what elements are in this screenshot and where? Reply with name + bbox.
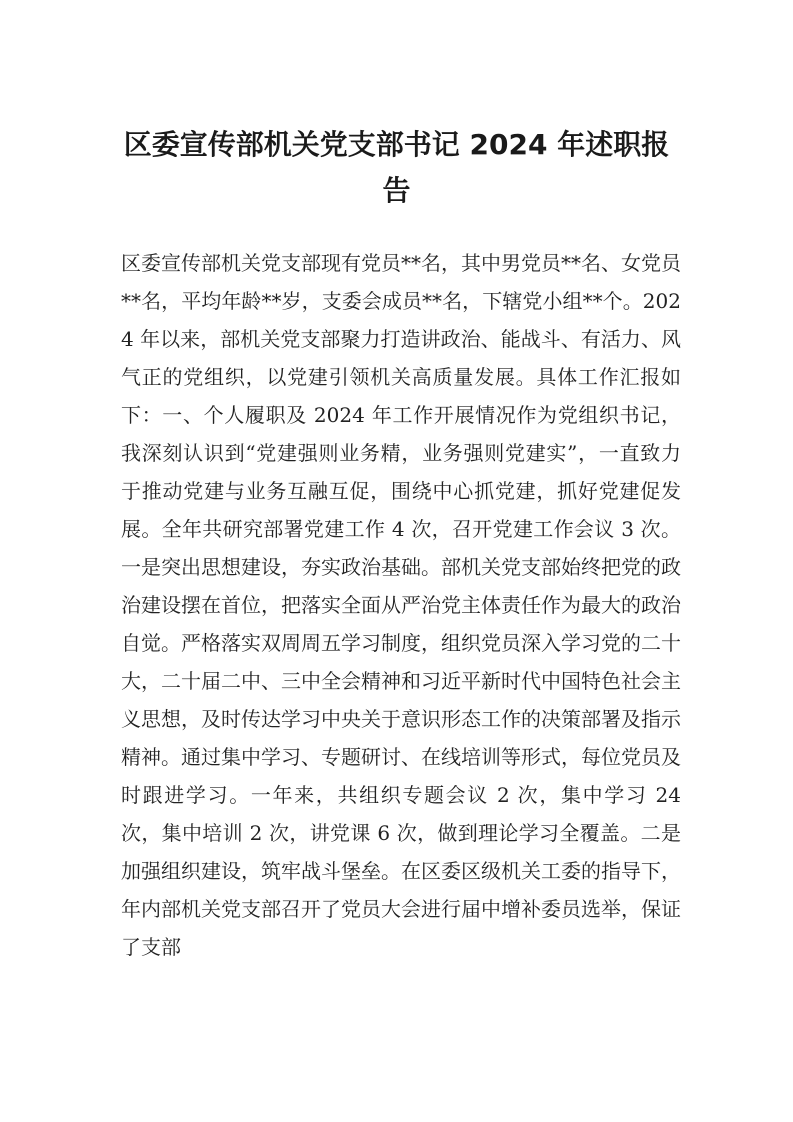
document-body-paragraph: 区委宣传部机关党支部现有党员**名，其中男党员**名、女党员**名，平均年龄**岁，支委会成员**名，下辖党小组**个。2024 年以来，部机关党支部聚力打造讲政治、能战斗、有活力、风气正的党组织，以党建引领机关高质量发展。具体工作汇报如下：一、个人履职及 2024 年工作开展情况作为党组织书记，我深刻认识到“党建强则业务精，业务强则党建实”，一直致力于推动党建与业务互融互促，围绕中心抓党建，抓好党建促发展。全年共研究部署党建工作 4 次，召开党建工作会议 3 次。一是突出思想建设，夯实政治基础。部机关党支部始终把党的政治建设摆在首位，把落实全面从严治党主体责任作为最大的政治自觉。严格落实双周周五学习制度，组织党员深入学习党的二十大，二十届二中、三中全会精神和习近平新时代中国特色社会主义思想，及时传达学习中央关于意识形态工作的决策部署及指示精神。通过集中学习、专题研讨、在线培训等形式，每位党员及时跟进学习。一年来，共组织专题会议 2 次，集中学习 24 次，集中培训 2 次，讲党课 6 次，做到理论学习全覆盖。二是加强组织建设，筑牢战斗堡垒。在区委区级机关工委的指导下，年内部机关党支部召开了党员大会进行届中增补委员选举，保证了支部 — [121, 251, 681, 959]
document-title: 区委宣传部机关党支部书记 2024 年述职报告 — [123, 128, 670, 207]
